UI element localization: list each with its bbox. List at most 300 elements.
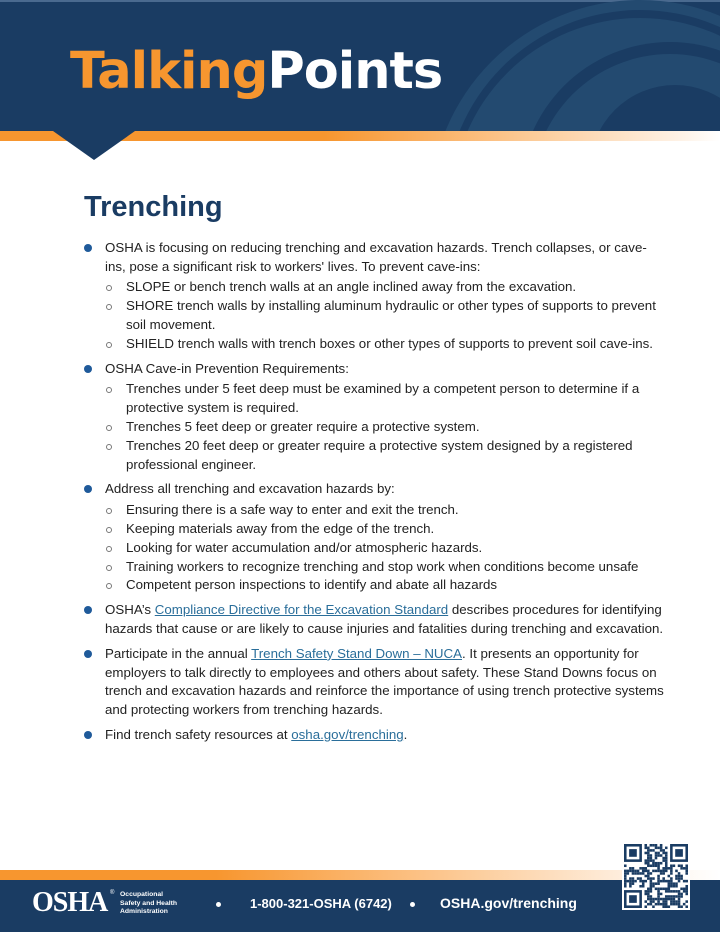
qr-module [657, 877, 660, 880]
qr-module [673, 885, 676, 888]
qr-module [629, 877, 632, 880]
qr-module [657, 862, 660, 865]
qr-module [657, 854, 660, 857]
qr-module [657, 888, 660, 891]
qr-module [685, 885, 688, 888]
qr-module [662, 859, 665, 862]
qr-module [665, 903, 668, 906]
qr-module [650, 888, 653, 891]
qr-module [624, 877, 627, 880]
sub-list-item [105, 297, 664, 335]
circle-bullet-icon [106, 304, 112, 310]
item-text: OSHA is focusing on reducing trenching and excavation hazards. Trench collapses, or cave-ins, pose a significant risk to workers' lives. To prevent cave-ins: [105, 239, 647, 274]
osha-logo: OSHA [32, 887, 108, 918]
footer-url[interactable]: OSHA.gov/trenching [440, 895, 577, 911]
qr-module [624, 870, 627, 873]
sub-item-text: Trenches 5 feet deep or greater require a protective system. [126, 418, 480, 434]
qr-module [650, 885, 653, 888]
bullet-icon [84, 731, 92, 739]
qr-module [678, 872, 681, 875]
qr-module [647, 903, 650, 906]
qr-module [632, 867, 635, 870]
qr-module [624, 882, 627, 885]
qr-module [650, 844, 653, 847]
list-item [84, 645, 664, 720]
qr-module [657, 880, 660, 883]
qr-module [647, 857, 650, 860]
title-points: Points [267, 42, 443, 101]
qr-module [655, 854, 658, 857]
qr-module [668, 867, 671, 870]
qr-module [655, 844, 658, 847]
qr-module [644, 870, 647, 873]
qr-code-icon [622, 842, 690, 910]
qr-module [647, 847, 650, 850]
qr-module [647, 852, 650, 855]
qr-module [655, 898, 658, 901]
qr-module [670, 880, 673, 883]
qr-module [644, 852, 647, 855]
circle-bullet-icon [106, 565, 112, 571]
circle-bullet-icon [106, 508, 112, 514]
qr-module [652, 859, 655, 862]
main-content [84, 190, 664, 751]
circle-bullet-icon [106, 342, 112, 348]
qr-module [675, 890, 678, 893]
qr-module [670, 898, 673, 901]
bullet-icon [84, 244, 92, 252]
qr-module [634, 880, 637, 883]
qr-module [642, 885, 645, 888]
qr-module [650, 854, 653, 857]
item-text: OSHA Cave-in Prevention Requirements: [105, 360, 349, 376]
qr-module [665, 895, 668, 898]
qr-module [639, 885, 642, 888]
qr-module [665, 900, 668, 903]
qr-module [650, 882, 653, 885]
sub-item-text: Training workers to recognize trenching and stop work when conditions become unsafe [126, 558, 639, 574]
qr-module [660, 844, 663, 847]
qr-module [655, 852, 658, 855]
qr-module [665, 880, 668, 883]
qr-module [675, 875, 678, 878]
qr-module [632, 877, 635, 880]
qr-module [680, 905, 683, 908]
qr-module [657, 847, 660, 850]
qr-module [665, 864, 668, 867]
qr-module [683, 890, 686, 893]
qr-module [655, 857, 658, 860]
sub-item-text: Trenches under 5 feet deep must be examined by a competent person to determine if a protective system is required. [126, 381, 640, 416]
sub-item-text: Ensuring there is a safe way to enter and exit the trench. [126, 502, 459, 518]
qr-module [642, 880, 645, 883]
qr-module [670, 870, 673, 873]
item-text-post: . It presents an opportunity for employers to talk directly to employees and others about safety. These Stand Downs focus on trench and excavation hazards and reinforce the importance of using trench protective systems and protecting workers from trenching hazards. [105, 645, 664, 718]
qr-module [655, 862, 658, 865]
qr-module [647, 849, 650, 852]
qr-module [655, 847, 658, 850]
qr-module [665, 859, 668, 862]
qr-module [678, 875, 681, 878]
sub-list-item [105, 418, 664, 437]
qr-module [637, 877, 640, 880]
qr-module [655, 882, 658, 885]
circle-bullet-icon [106, 583, 112, 589]
qr-module [647, 890, 650, 893]
qr-module [652, 844, 655, 847]
talking-points-list [84, 239, 664, 745]
qr-module [680, 895, 683, 898]
qr-module [683, 888, 686, 891]
qr-module [660, 903, 663, 906]
qr-module [637, 872, 640, 875]
qr-module [670, 882, 673, 885]
circle-bullet-icon [106, 425, 112, 431]
qr-module [673, 882, 676, 885]
qr-module [652, 849, 655, 852]
qr-module [675, 885, 678, 888]
sub-item-text: Competent person inspections to identify and abate all hazards [126, 577, 498, 593]
qr-module [675, 882, 678, 885]
qr-module [660, 862, 663, 865]
circle-bullet-icon [106, 527, 112, 533]
sub-list-item [105, 539, 664, 558]
qr-module [662, 898, 665, 901]
title-talking: Talking [70, 42, 268, 101]
qr-module [639, 867, 642, 870]
list-item [84, 601, 664, 639]
qr-module [657, 864, 660, 867]
qr-module [624, 864, 627, 867]
qr-module [644, 847, 647, 850]
qr-module [665, 898, 668, 901]
sub-list-item [105, 380, 664, 418]
qr-module [627, 880, 630, 883]
qr-module [675, 900, 678, 903]
qr-module [644, 893, 647, 896]
qr-module [655, 870, 658, 873]
qr-module [634, 872, 637, 875]
qr-module [665, 867, 668, 870]
qr-module [647, 898, 650, 901]
agency-line-3: Administration [120, 908, 168, 915]
sub-list-item [105, 501, 664, 520]
qr-module [647, 877, 650, 880]
qr-module [685, 867, 688, 870]
qr-module [639, 877, 642, 880]
qr-module [665, 905, 668, 908]
qr-module [642, 867, 645, 870]
qr-module [665, 870, 668, 873]
qr-module [650, 900, 653, 903]
qr-module [668, 875, 671, 878]
qr-module [673, 895, 676, 898]
header-banner [0, 0, 720, 131]
qr-module [678, 890, 681, 893]
page-title: Trenching [84, 191, 223, 223]
qr-module [660, 893, 663, 896]
qr-module [660, 870, 663, 873]
qr-module [675, 903, 678, 906]
qr-module [647, 854, 650, 857]
sub-list-item [105, 558, 664, 577]
qr-module [668, 890, 671, 893]
qr-module [660, 888, 663, 891]
qr-module [655, 888, 658, 891]
qr-module [668, 895, 671, 898]
qr-module [662, 872, 665, 875]
sub-item-text: Trenches 20 feet deep or greater require a protective system designed by a registered professional engineer. [126, 437, 633, 472]
qr-module [670, 895, 673, 898]
qr-module [647, 872, 650, 875]
qr-module [680, 877, 683, 880]
sub-list-item [105, 520, 664, 539]
qr-module [657, 895, 660, 898]
qr-module [678, 880, 681, 883]
header-notch [53, 131, 135, 160]
qr-module [652, 870, 655, 873]
qr-module [678, 877, 681, 880]
qr-module [670, 903, 673, 906]
qr-module [680, 893, 683, 896]
sub-item-text: Looking for water accumulation and/or atmospheric hazards. [126, 539, 483, 555]
qr-module [668, 898, 671, 901]
talking-points-title [70, 42, 443, 101]
qr-module [680, 875, 683, 878]
qr-module [665, 857, 668, 860]
qr-module [660, 880, 663, 883]
qr-module [678, 895, 681, 898]
qr-module [644, 880, 647, 883]
qr-module [650, 849, 653, 852]
qr-module [652, 898, 655, 901]
qr-module [639, 880, 642, 883]
qr-module [644, 875, 647, 878]
qr-module [665, 862, 668, 865]
qr-code-graphic [624, 844, 688, 908]
qr-module [624, 872, 627, 875]
qr-module [657, 867, 660, 870]
qr-module [629, 867, 632, 870]
circle-bullet-icon [106, 387, 112, 393]
qr-module [678, 905, 681, 908]
bullet-icon [84, 606, 92, 614]
qr-module [662, 867, 665, 870]
qr-module [660, 872, 663, 875]
qr-module [670, 864, 673, 867]
qr-module [670, 867, 673, 870]
qr-module [652, 905, 655, 908]
qr-module [650, 903, 653, 906]
qr-module [632, 872, 635, 875]
qr-module [685, 888, 688, 891]
qr-module [652, 864, 655, 867]
trench-safety-stand-down-link[interactable]: Trench Safety Stand Down – NUCA [251, 645, 462, 661]
qr-module [652, 877, 655, 880]
sub-list-item [105, 576, 664, 595]
qr-module [647, 875, 650, 878]
qr-module [644, 844, 647, 847]
circle-bullet-icon [106, 444, 112, 450]
qr-module [629, 870, 632, 873]
qr-module [652, 882, 655, 885]
qr-module [668, 882, 671, 885]
qr-module [662, 903, 665, 906]
item-text-post: . [403, 726, 408, 742]
qr-module [644, 905, 647, 908]
qr-module [685, 870, 688, 873]
qr-module [639, 872, 642, 875]
list-item [84, 239, 664, 354]
sub-item-text: SLOPE or bench trench walls at an angle inclined away from the excavation. [126, 279, 577, 295]
qr-module [652, 885, 655, 888]
qr-module [668, 905, 671, 908]
qr-module [685, 900, 688, 903]
qr-module [673, 890, 676, 893]
qr-module [685, 880, 688, 883]
qr-module [668, 880, 671, 883]
qr-module [655, 903, 658, 906]
qr-module [662, 888, 665, 891]
qr-module [685, 890, 688, 893]
qr-module [678, 893, 681, 896]
qr-module [650, 859, 653, 862]
agency-line-1: Occupational [120, 891, 164, 898]
qr-module [647, 859, 650, 862]
qr-module [657, 882, 660, 885]
qr-module [685, 864, 688, 867]
bullet-icon [84, 650, 92, 658]
qr-module [662, 900, 665, 903]
circle-bullet-icon [106, 285, 112, 291]
qr-module [678, 903, 681, 906]
qr-module [624, 885, 627, 888]
qr-module [662, 849, 665, 852]
qr-module [668, 885, 671, 888]
agency-line-2: Safety and Health [120, 899, 178, 907]
qr-module [647, 888, 650, 891]
phone-number: 1-800-321-OSHA (6742) [250, 896, 392, 911]
qr-module [657, 870, 660, 873]
list-item [84, 360, 664, 475]
item-text-post: describes procedures for identifying hazards that cause or are likely to cause injuries and fatalities during trenching and excavation. [105, 602, 664, 636]
qr-module [678, 864, 681, 867]
item-text-pre: Participate in the annual [105, 645, 252, 661]
registered-mark: ® [110, 890, 115, 896]
qr-module [665, 890, 668, 893]
qr-module [629, 885, 632, 888]
bullet-icon [84, 365, 92, 373]
circle-bullet-icon [106, 546, 112, 552]
bullet-icon [84, 485, 92, 493]
qr-module [624, 880, 627, 883]
qr-module [660, 849, 663, 852]
qr-module [660, 847, 663, 850]
qr-module [647, 870, 650, 873]
qr-module [650, 895, 653, 898]
agency-name [120, 891, 177, 917]
qr-module [668, 888, 671, 891]
qr-module [675, 877, 678, 880]
qr-module [644, 890, 647, 893]
qr-module [644, 900, 647, 903]
qr-module [685, 905, 688, 908]
qr-module [680, 888, 683, 891]
item-text-pre: Find trench safety resources at [105, 726, 292, 742]
qr-module [642, 882, 645, 885]
sub-item-text: SHIELD trench walls with trench boxes or other types of supports to prevent soil cave-ins. [126, 335, 653, 351]
qr-module [632, 870, 635, 873]
qr-module [644, 867, 647, 870]
qr-module [678, 898, 681, 901]
qr-module [650, 880, 653, 883]
qr-module [683, 903, 686, 906]
qr-module [662, 857, 665, 860]
qr-module [683, 880, 686, 883]
item-text: Address all trenching and excavation hazards by: [105, 481, 395, 497]
qr-module [657, 875, 660, 878]
qr-module [629, 880, 632, 883]
qr-module [662, 877, 665, 880]
qr-module [665, 854, 668, 857]
qr-module [650, 877, 653, 880]
qr-module [657, 900, 660, 903]
qr-module [647, 864, 650, 867]
qr-module [673, 903, 676, 906]
qr-module [637, 870, 640, 873]
qr-module [662, 880, 665, 883]
sub-list-item [105, 335, 664, 354]
qr-module [670, 877, 673, 880]
qr-module [675, 895, 678, 898]
qr-module [650, 898, 653, 901]
qr-module [650, 872, 653, 875]
qr-module [657, 903, 660, 906]
sub-list [105, 278, 664, 353]
sub-list-item [105, 278, 664, 297]
qr-module [657, 898, 660, 901]
sub-list [105, 380, 664, 474]
qr-module [675, 870, 678, 873]
sub-list [105, 501, 664, 595]
qr-module [665, 852, 668, 855]
qr-module [647, 862, 650, 865]
list-item [84, 726, 664, 745]
qr-module [657, 893, 660, 896]
qr-module [680, 867, 683, 870]
qr-module [657, 890, 660, 893]
sub-list-item [105, 437, 664, 475]
sub-item-text: Keeping materials away from the edge of the trench. [126, 520, 435, 536]
osha-trenching-link[interactable]: osha.gov/trenching [291, 726, 404, 742]
qr-module [650, 890, 653, 893]
qr-module [647, 895, 650, 898]
qr-module [647, 893, 650, 896]
qr-module [670, 890, 673, 893]
qr-module [670, 900, 673, 903]
footer-separator-dot [410, 902, 415, 907]
qr-module [670, 872, 673, 875]
sub-item-text: SHORE trench walls by installing aluminum hydraulic or other types of supports to prevent soil movement. [126, 298, 656, 332]
qr-module [685, 872, 688, 875]
footer-separator-dot [216, 902, 221, 907]
qr-module [662, 852, 665, 855]
qr-module [652, 862, 655, 865]
compliance-directive-link[interactable]: Compliance Directive for the Excavation Standard [154, 602, 449, 618]
qr-module [624, 875, 627, 878]
footer-orange-stripe [0, 870, 720, 880]
qr-module [683, 867, 686, 870]
